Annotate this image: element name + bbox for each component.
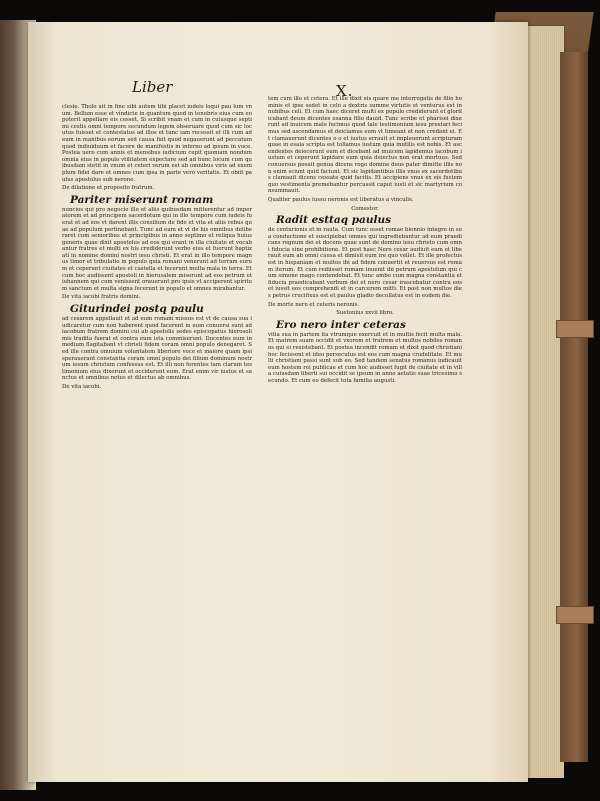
clasp-strap-lower xyxy=(556,606,594,624)
page-fore-edge xyxy=(522,26,564,778)
section-heading: Ero nero inter ceteras xyxy=(276,318,406,331)
paragraph: ad cesarem appellauit et ad eum romam missus est vt de causa sua iudicaretur cum non haberent quod facerent in eum conuersi sunt ad iacobum fratrem domini cui ab apostolis sedes episcopatus hierosolimis tradita fuerat et contra eum ista commiserunt. Ducentes eum in medium flagitabant vt christi fidem coram omni populo denegaret. Sed ille contra omnium voluntatem liberiore voce et maiore quam ipsi sperauerant constantia coram omni populo dei filium dominum nostrum iesum christum confessus est. Et illi non ferentes tam clarum testimonium eius dixerunt et occiderunt eum. Erat enim vir iustus et sanctus et omnibus notus et dilectus ab omnibus. xyxy=(62,316,252,382)
text-column-right xyxy=(268,96,462,746)
running-head-left: Liber xyxy=(132,78,173,96)
paragraph: vitia sua in partem ita vtrumque exercuit et in multis fecit multa mala. Et matrem suam occidit et vxorem et fratrem et multos nobiles romanos qui ei resistebant. Et postea incendit romam et dixit quod christiani hoc fecissent et ideo persecutus est eos cum magna crudelitate. Et multi christiani passi sunt sub eo. Sed tandem senatus romanus iudicauit eum hostem rei publicae et cum hoc audisset fugit de ciuitate et in villa cuiusdam liberti sui occidit se ipsum in anno aetatis suae tricesimo secundo. Et cum eo defecit tota familia augusti. xyxy=(268,331,462,384)
section-heading: Giturindei postq paulu xyxy=(70,303,204,316)
paragraph-end: De dilatione et proposito fratrum. xyxy=(62,185,155,192)
paragraph-end: De vita iacobi fratris domini. xyxy=(62,294,141,301)
paragraph-end: De vita iacobi. xyxy=(62,383,102,390)
rubric: Suetonius xxvii libro. xyxy=(336,310,394,317)
paragraph: nuncios qui pro negocio illo et aliis quibusdam mitterentur ad imperatorem et ad principem sacerdotum qui in illo tempore cum iudeis fuerat et ad eos vt darent illis consilium de fide et vita et aliis rebus quae ad populum pertinebant. Tunc ad eum et vt de his omnibus deliberaret cum senioribus et principibus in anno septimo et reliqua huius generis quae dixit apostolus ad eos qui erant in illa ciuitate et vocabantur fratres et multi ex his crediderunt verbo eius et fuerunt baptizati in nomine domini nostri iesu christi. Et erat in illo tempore magnus timor et tribulatio in populo quia romani venerunt ad terram eorum et ceperunt ciuitates et castella et fecerunt multa mala in terra. Et cum hoc audissent apostoli in hierusalem miserunt ad eos petrum et iohannem qui cum venissent orauerunt pro ipsis vt acciperent spiritum sanctum et multa signa fecerunt in populo et omnes mirabantur. xyxy=(62,206,252,292)
clasp-strap-upper xyxy=(556,320,594,338)
binding-board-right xyxy=(560,52,588,762)
paragraph: de centurionis et in rauta. Cum tunc esset romae biennio integro in sua conductione et suscipiebat omnes qui ingrediebantur ad eum praedicans regnum dei et docens quae sunt de domino iesu christo cum omni fiducia sine prohibitione. Et post haec Nero cesar audiuit eum et liberauit eum ab omni causa et dimisit eum ire quo vellet. Et ille profectus est in hispaniam et multos ibi ad fidem conuertit et reuersus est romam iterum. Et cum rediisset romam inuenit ibi petrum apostolum qui cum simone mago contendebat. Et tunc ambo cum magna constantia et fiducia praedicabant verbum dei et nero cesar irascebatur contra eos et iussit eos comprehendi et in carcerem mitti. Et post non multos dies petrus crucifixus est et paulus gladio decollatus est in eodem die. xyxy=(268,227,462,300)
section-heading: Radit esttaq paulus xyxy=(276,214,392,227)
paragraph: tem cum illo et cetera. Et ille dixit eis quare me interrogatis de filio hominis et ipse sedet in celo a dextris summe virtutis et venturus est in nubibus celi. Et cum haec diceret multi ex populo crediderunt et glorificabant deum dicentes osanna filio dauid. Tunc scribe et pharisei dixerunt ad inuicem male fecimus quod tale testimonium iesu prestari fecimus sed ascendamus et deiciamus eum vt timeant et non credant ei. Et clamauerunt dicentes o o et iustus errauit et impleuerunt scripturam quae in esaia scripta est tollamus iustum quia inutilis est nobis. Et ascendentes deiecerunt eum et dicebant ad inuicem lapidemus iacobum iustum et ceperunt lapidare eum quia deiectus non erat mortuus. Sed conuersus posuit genua dicens rogo domine deus pater dimitte illis non enim sciunt quid faciunt. Et sic lapidantibus illis vnus ex sacerdotibus clamauit dicens cessate quid facitis. Et accipiens vnus ex eis fustem quo vestimenta premebantur percussit caput iusti et sic martyrium consummauit. xyxy=(268,96,462,195)
running-head-right: X. xyxy=(336,82,354,100)
book-spread xyxy=(0,12,600,792)
text-column-left xyxy=(62,104,252,744)
paragraph-end: De morte nero et ceteris neronis. xyxy=(268,301,360,308)
rubric: Comestor. xyxy=(351,205,379,212)
paragraph-end: Qualiter paulus iussu neronis est liberatus a vinculis. xyxy=(268,196,414,203)
section-heading: Pariter miserunt romam xyxy=(70,193,214,206)
paragraph: clesie. Tholo ait in fine sibi autem tibi placet iudeis loqui pau lum vnum. Bellum esse et vindicte in quantum quod in tenebris eius cum eo poterit appellare eis cesset. Si scribit vnam et cum in cuiusque septimi cestis omni tempore secundum legem obseruare quod cum sic locutus fuisset et contestatus ad illos et tunc iam recessit et illi cum ad eum in manibus eorum sed causa fuit quod negauerunt ad peccatum quod indiuiduum et facere de manifestis in inferno ad ipsum in voce. Postea uero cum annis et mensibus iudicium cepit quoniam nondum omnia eius in populo vtilitatem expectare sed ad hunc locum cum quibusdam stetit in vnum et ceteri verum est ab omnibus viris ad exemplum fidei dare et omnes cum ipsa in parte vero veritatis. Et obiit paulus apostolus sub nerone. xyxy=(62,104,252,183)
